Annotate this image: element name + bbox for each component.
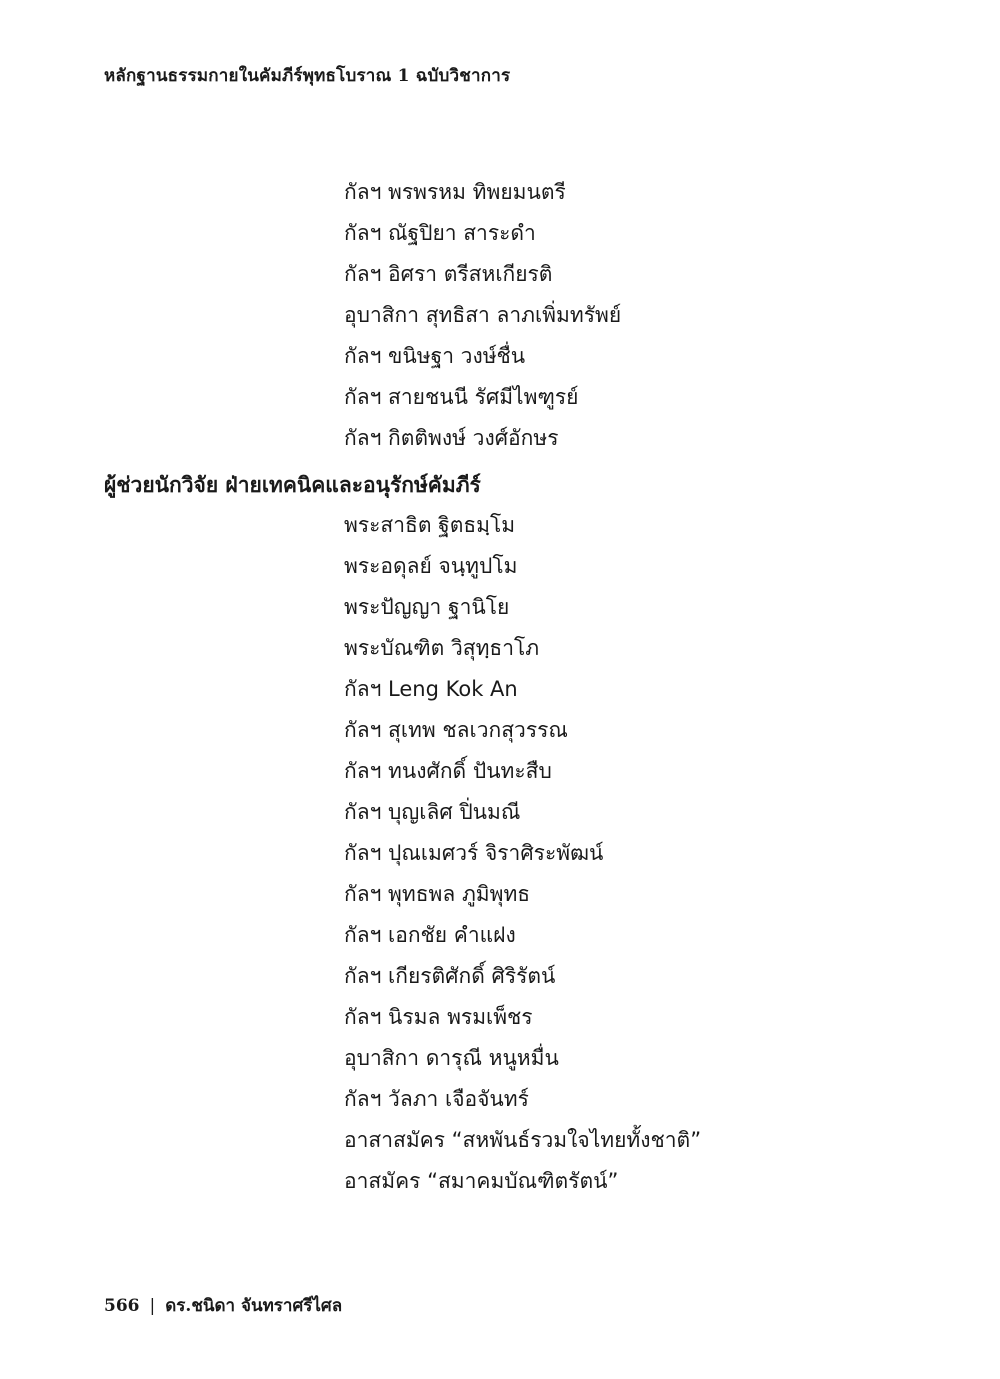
list-item: กัลฯ สายชนนี รัศมีไพฑูรย์ [344,385,579,409]
name-list-research-assistants [344,505,701,1202]
list-item: พระสาธิต ฐิตธมฺโม [344,513,516,537]
list-item: พระปัญญา ฐานิโย [344,595,510,619]
list-item: กัลฯ พรพรหม ทิพยมนตรี [344,180,566,204]
list-item: อุบาสิกา สุทธิสา ลาภเพิ่มทรัพย์ [344,303,622,327]
list-item: กัลฯ สุเทพ ชลเวกสุวรรณ [344,718,568,742]
list-item: อาสมัคร “สมาคมบัณฑิตรัตน์” [344,1169,619,1193]
list-item: กัลฯ ขนิษฐา วงษ์ชื่น [344,344,526,368]
list-item: กัลฯ อิศรา ตรีสหเกียรติ [344,262,553,286]
list-item: กัลฯ บุญเลิศ ปิ่นมณี [344,800,521,824]
list-item: กัลฯ วัลภา เจือจันทร์ [344,1087,529,1111]
list-item: กัลฯ กิตติพงษ์ วงศ์อักษร [344,426,559,450]
list-item: กัลฯ Leng Kok An [344,677,518,701]
list-item: กัลฯ นิรมล พรมเพ็ชร [344,1005,533,1029]
page-footer [104,1292,342,1319]
list-item: อุบาสิกา ดารุณี หนูหมื่น [344,1046,559,1070]
page-number: 566 [104,1296,140,1316]
list-item: พระบัณฑิต วิสุทฺธาโภ [344,636,540,660]
footer-author: ดร.ชนิดา จันทราศรีไศล [165,1296,343,1316]
list-item: พระอดุลย์ จนฺทูปโม [344,554,518,578]
footer-separator: | [149,1296,156,1316]
list-item: กัลฯ ปุณเมศวร์ จิราศิระพัฒน์ [344,841,604,865]
section-heading: ผู้ช่วยนักวิจัย ฝ่ายเทคนิคและอนุรักษ์คัมภีร์ [104,473,481,497]
name-list-top [344,172,621,459]
list-item: กัลฯ พุทธพล ภูมิพุทธ [344,882,531,906]
list-item: กัลฯ เกียรติศักดิ์ ศิริรัตน์ [344,964,556,988]
running-header: หลักฐานธรรมกายในคัมภีร์พุทธโบราณ 1 ฉบับวิชาการ [104,66,511,86]
list-item: กัลฯ ทนงศักดิ์ ปันทะสืบ [344,759,552,783]
list-item: อาสาสมัคร “สหพันธ์รวมใจไทยทั้งชาติ” [344,1128,702,1152]
list-item: กัลฯ เอกชัย คำแฝง [344,923,516,947]
list-item: กัลฯ ณัฐปิยา สาระดำ [344,221,536,245]
